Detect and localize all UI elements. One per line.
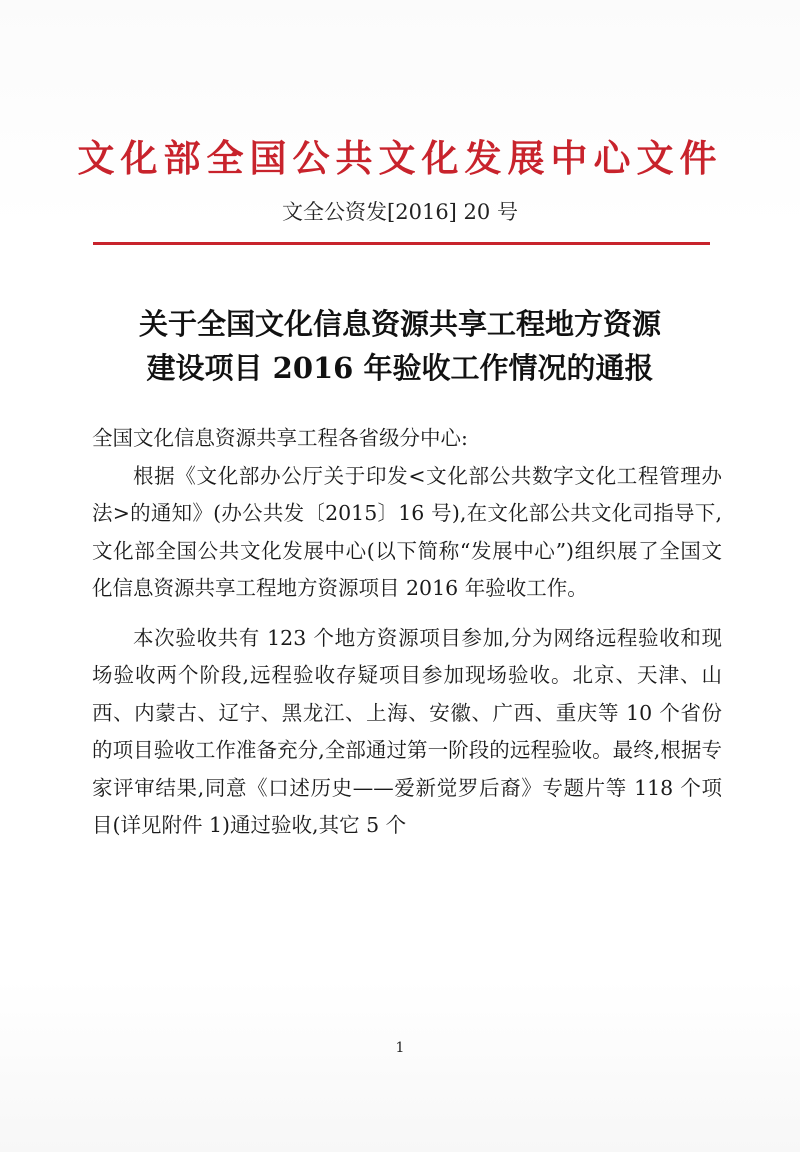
issuer-header: 文化部全国公共文化发展中心文件 [77, 136, 723, 180]
notice-title [0, 302, 800, 390]
paragraph-1: 根据《文化部办公厅关于印发<文化部公共数字文化工程管理办法>的通知》(办公共发〔2015〕16 号),在文化部公共文化司指导下,文化部全国公共文化发展中心(以下简称“发展中心”)组织展了全国文化信息资源共享工程地方资源项目 2016 年验收工作。 [92, 463, 722, 600]
notice-title-line-1: 关于全国文化信息资源共享工程地方资源 [138, 307, 661, 341]
document-number: 文全公资发[2016] 20 号 [282, 200, 518, 224]
paragraph-2: 本次验收共有 123 个地方资源项目参加,分为网络远程验收和现场验收两个阶段,远程验收存疑项目参加现场验收。北京、天津、山西、内蒙古、辽宁、黑龙江、上海、安徽、广西、重庆等 10 个省份的项目验收工作准备充分,全部通过第一阶段的远程验收。最终,根据专家评审结果,同意《口述历史——爱新觉罗后裔》专题片等 118 个项目(详见附件 1)通过验收,其它 5 个 [92, 625, 722, 837]
salutation: 全国文化信息资源共享工程各省级分中心: [92, 426, 468, 450]
notice-title-line-2: 建设项目 2016 年验收工作情况的通报 [146, 351, 654, 385]
page-number: 1 [395, 1040, 405, 1056]
red-divider-line [93, 242, 710, 245]
notice-body [92, 420, 722, 845]
